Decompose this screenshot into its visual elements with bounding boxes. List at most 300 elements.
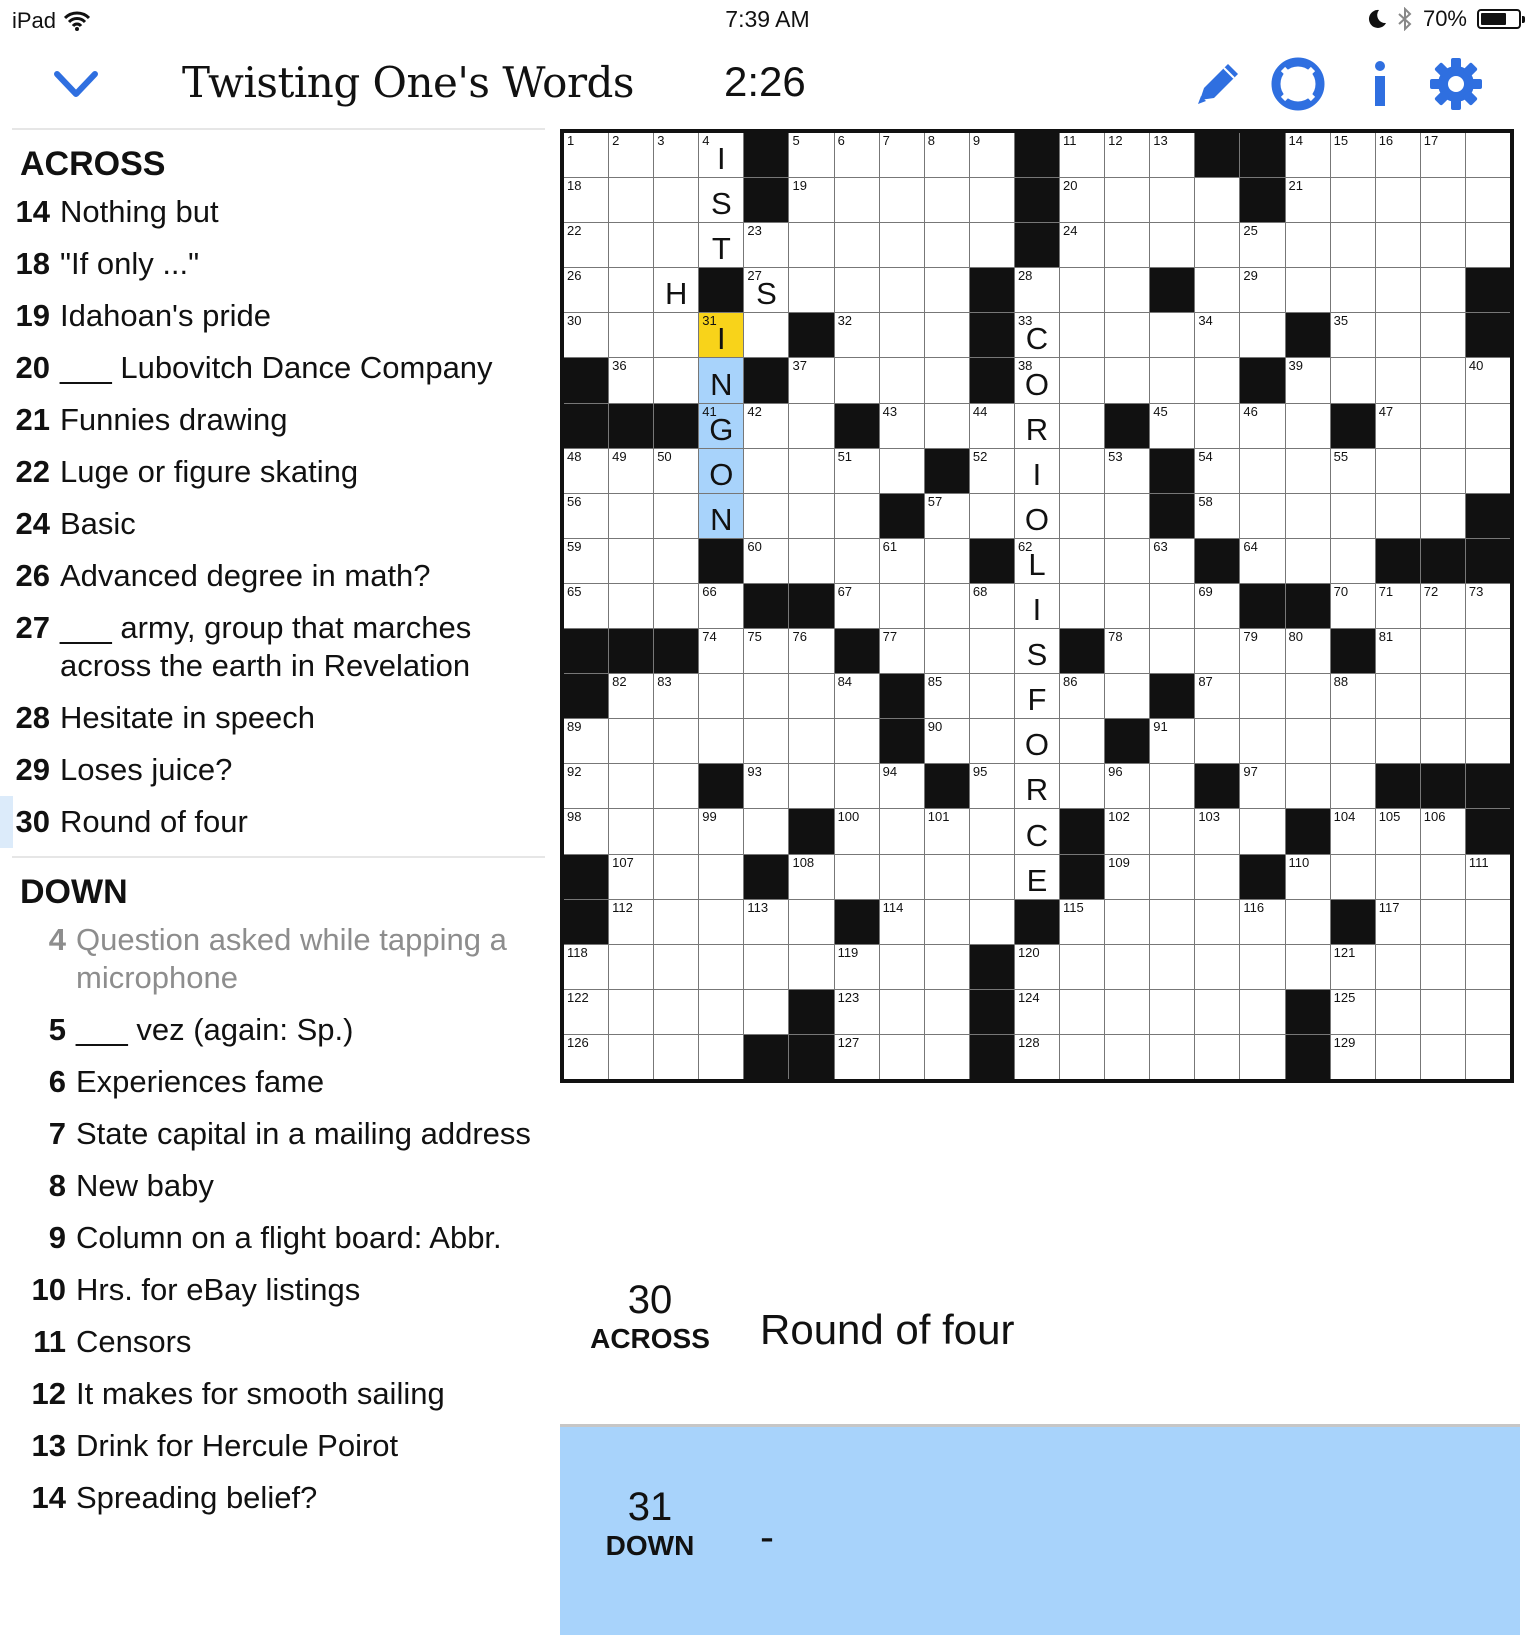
grid-cell[interactable] — [654, 268, 698, 312]
grid-cell[interactable] — [654, 719, 698, 763]
grid-cell[interactable] — [1376, 268, 1420, 312]
grid-cell[interactable] — [1060, 494, 1104, 538]
grid-cell[interactable] — [744, 900, 788, 944]
grid-cell[interactable] — [609, 358, 653, 402]
grid-cell[interactable] — [1286, 133, 1330, 177]
grid-cell[interactable] — [654, 449, 698, 493]
grid-cell[interactable] — [1105, 358, 1149, 402]
grid-cell[interactable] — [1015, 855, 1059, 899]
grid-cell[interactable] — [699, 133, 743, 177]
grid-cell[interactable] — [1466, 855, 1510, 899]
grid-cell[interactable] — [699, 358, 743, 402]
grid-cell[interactable] — [1105, 178, 1149, 222]
grid-cell[interactable] — [1286, 404, 1330, 448]
grid-cell[interactable] — [1060, 764, 1104, 808]
grid-cell[interactable] — [1376, 223, 1420, 267]
gear-icon[interactable] — [1428, 56, 1484, 112]
grid-cell[interactable] — [699, 449, 743, 493]
across-clue-item[interactable] — [0, 342, 545, 394]
grid-cell[interactable] — [1015, 268, 1059, 312]
grid-cell[interactable] — [1240, 900, 1284, 944]
grid-cell[interactable] — [835, 809, 879, 853]
grid-cell[interactable] — [835, 268, 879, 312]
grid-cell[interactable] — [1286, 855, 1330, 899]
grid-cell[interactable] — [1376, 1035, 1420, 1079]
grid-cell[interactable] — [789, 358, 833, 402]
grid-cell[interactable] — [654, 855, 698, 899]
grid-cell[interactable] — [1060, 223, 1104, 267]
grid-cell[interactable] — [925, 674, 969, 718]
grid-cell[interactable] — [609, 449, 653, 493]
down-clue-item[interactable] — [0, 1056, 545, 1108]
grid-cell[interactable] — [1240, 674, 1284, 718]
grid-cell[interactable] — [654, 1035, 698, 1079]
grid-cell[interactable] — [609, 855, 653, 899]
grid-cell[interactable] — [835, 855, 879, 899]
grid-cell[interactable] — [970, 404, 1014, 448]
grid-cell[interactable] — [744, 449, 788, 493]
grid-cell[interactable] — [835, 223, 879, 267]
grid-cell[interactable] — [564, 809, 608, 853]
grid-cell[interactable] — [1105, 990, 1149, 1034]
across-clue-item[interactable] — [0, 744, 545, 796]
grid-cell[interactable] — [1060, 313, 1104, 357]
grid-cell[interactable] — [1195, 223, 1239, 267]
grid-cell[interactable] — [744, 629, 788, 673]
grid-cell[interactable] — [1421, 223, 1465, 267]
grid-cell[interactable] — [835, 945, 879, 989]
grid-cell[interactable] — [1015, 809, 1059, 853]
grid-cell[interactable] — [1150, 313, 1194, 357]
grid-cell[interactable] — [1105, 313, 1149, 357]
grid-cell[interactable] — [1060, 1035, 1104, 1079]
grid-cell[interactable] — [925, 404, 969, 448]
grid-cell[interactable] — [609, 900, 653, 944]
grid-cell[interactable] — [970, 674, 1014, 718]
grid-cell[interactable] — [1150, 584, 1194, 628]
timer[interactable]: 2:26 — [724, 58, 806, 105]
grid-cell[interactable] — [699, 900, 743, 944]
grid-cell[interactable] — [789, 629, 833, 673]
grid-cell[interactable] — [1060, 404, 1104, 448]
grid-cell[interactable] — [789, 268, 833, 312]
grid-cell[interactable] — [880, 539, 924, 583]
grid-cell[interactable] — [1015, 404, 1059, 448]
grid-cell[interactable] — [1150, 855, 1194, 899]
grid-cell[interactable] — [744, 404, 788, 448]
grid-cell[interactable] — [880, 313, 924, 357]
grid-cell[interactable] — [1195, 809, 1239, 853]
grid-cell[interactable] — [609, 764, 653, 808]
down-clue-item[interactable] — [0, 1368, 545, 1420]
grid-cell[interactable] — [654, 584, 698, 628]
grid-cell[interactable] — [699, 584, 743, 628]
grid-cell[interactable] — [1466, 629, 1510, 673]
grid-cell[interactable] — [1286, 268, 1330, 312]
grid-cell[interactable] — [789, 855, 833, 899]
grid-cell[interactable] — [1195, 990, 1239, 1034]
down-clue-item[interactable] — [0, 1420, 545, 1472]
grid-cell[interactable] — [1105, 764, 1149, 808]
grid-cell[interactable] — [564, 223, 608, 267]
grid-cell[interactable] — [1240, 764, 1284, 808]
across-clue-item[interactable] — [0, 238, 545, 290]
grid-cell[interactable] — [1421, 990, 1465, 1034]
grid-cell[interactable] — [880, 990, 924, 1034]
grid-cell[interactable] — [1105, 1035, 1149, 1079]
grid-cell[interactable] — [1376, 809, 1420, 853]
grid-cell[interactable] — [789, 494, 833, 538]
grid-cell[interactable] — [564, 945, 608, 989]
grid-cell[interactable] — [654, 358, 698, 402]
grid-cell[interactable] — [564, 178, 608, 222]
grid-cell[interactable] — [609, 313, 653, 357]
grid-cell[interactable] — [1105, 539, 1149, 583]
grid-cell[interactable] — [609, 268, 653, 312]
grid-cell[interactable] — [1105, 268, 1149, 312]
grid-cell[interactable] — [1331, 809, 1375, 853]
grid-cell[interactable] — [564, 990, 608, 1034]
grid-cell[interactable] — [1150, 945, 1194, 989]
grid-cell[interactable] — [1466, 1035, 1510, 1079]
grid-cell[interactable] — [789, 404, 833, 448]
grid-cell[interactable] — [1376, 584, 1420, 628]
grid-cell[interactable] — [699, 494, 743, 538]
grid-cell[interactable] — [1150, 719, 1194, 763]
grid-cell[interactable] — [880, 223, 924, 267]
down-clue-item[interactable] — [0, 1108, 545, 1160]
grid-cell[interactable] — [789, 719, 833, 763]
grid-cell[interactable] — [1240, 990, 1284, 1034]
grid-cell[interactable] — [1421, 313, 1465, 357]
grid-cell[interactable] — [880, 855, 924, 899]
grid-cell[interactable] — [654, 809, 698, 853]
grid-cell[interactable] — [744, 764, 788, 808]
grid-cell[interactable] — [699, 809, 743, 853]
grid-cell[interactable] — [1195, 313, 1239, 357]
grid-cell[interactable] — [1240, 719, 1284, 763]
grid-cell[interactable] — [1195, 178, 1239, 222]
grid-cell[interactable] — [1331, 1035, 1375, 1079]
grid-cell[interactable] — [835, 178, 879, 222]
grid-cell[interactable] — [1015, 764, 1059, 808]
grid-cell[interactable] — [1195, 945, 1239, 989]
grid-cell[interactable] — [1286, 223, 1330, 267]
grid-cell[interactable] — [1466, 449, 1510, 493]
grid-cell[interactable] — [1376, 494, 1420, 538]
grid-cell[interactable] — [1060, 449, 1104, 493]
grid-cell[interactable] — [835, 494, 879, 538]
grid-cell[interactable] — [1421, 178, 1465, 222]
chevron-down-icon[interactable] — [52, 64, 100, 104]
grid-cell[interactable] — [1331, 945, 1375, 989]
grid-cell[interactable] — [744, 539, 788, 583]
grid-cell[interactable] — [1421, 494, 1465, 538]
grid-cell[interactable] — [564, 719, 608, 763]
grid-cell[interactable] — [1015, 629, 1059, 673]
grid-cell[interactable] — [609, 494, 653, 538]
down-clue-item[interactable] — [0, 1264, 545, 1316]
grid-cell[interactable] — [970, 900, 1014, 944]
grid-cell[interactable] — [1240, 449, 1284, 493]
grid-cell[interactable] — [789, 539, 833, 583]
grid-cell[interactable] — [925, 494, 969, 538]
across-clue-item[interactable] — [0, 498, 545, 550]
grid-cell[interactable] — [1286, 764, 1330, 808]
grid-cell[interactable] — [835, 584, 879, 628]
grid-cell[interactable] — [564, 539, 608, 583]
grid-cell[interactable] — [1286, 719, 1330, 763]
grid-cell[interactable] — [1466, 178, 1510, 222]
grid-cell[interactable] — [1240, 945, 1284, 989]
grid-cell[interactable] — [1150, 764, 1194, 808]
grid-cell[interactable] — [789, 900, 833, 944]
grid-cell[interactable] — [564, 449, 608, 493]
grid-cell[interactable] — [1195, 900, 1239, 944]
across-clue-item[interactable] — [0, 290, 545, 342]
grid-cell[interactable] — [880, 178, 924, 222]
grid-cell[interactable] — [1195, 855, 1239, 899]
grid-cell[interactable] — [1060, 358, 1104, 402]
grid-cell[interactable] — [1240, 809, 1284, 853]
grid-cell[interactable] — [1376, 990, 1420, 1034]
grid-cell[interactable] — [925, 990, 969, 1034]
grid-cell[interactable] — [880, 584, 924, 628]
grid-cell[interactable] — [1060, 990, 1104, 1034]
grid-cell[interactable] — [1015, 313, 1059, 357]
grid-cell[interactable] — [970, 584, 1014, 628]
grid-cell[interactable] — [1105, 900, 1149, 944]
grid-cell[interactable] — [835, 449, 879, 493]
grid-cell[interactable] — [1376, 674, 1420, 718]
grid-cell[interactable] — [744, 268, 788, 312]
grid-cell[interactable] — [970, 223, 1014, 267]
grid-cell[interactable] — [564, 584, 608, 628]
grid-cell[interactable] — [1421, 855, 1465, 899]
grid-cell[interactable] — [925, 809, 969, 853]
grid-cell[interactable] — [1466, 719, 1510, 763]
grid-cell[interactable] — [1150, 539, 1194, 583]
grid-cell[interactable] — [925, 178, 969, 222]
grid-cell[interactable] — [1286, 178, 1330, 222]
grid-cell[interactable] — [1015, 494, 1059, 538]
grid-cell[interactable] — [925, 223, 969, 267]
grid-cell[interactable] — [1421, 629, 1465, 673]
pencil-icon[interactable] — [1190, 56, 1246, 112]
grid-cell[interactable] — [789, 178, 833, 222]
across-clue-item[interactable] — [0, 446, 545, 498]
grid-cell[interactable] — [1060, 584, 1104, 628]
grid-cell[interactable] — [925, 539, 969, 583]
grid-cell[interactable] — [744, 719, 788, 763]
grid-cell[interactable] — [1105, 584, 1149, 628]
grid-cell[interactable] — [1331, 449, 1375, 493]
grid-cell[interactable] — [1421, 404, 1465, 448]
grid-cell[interactable] — [835, 990, 879, 1034]
grid-cell[interactable] — [1286, 674, 1330, 718]
grid-cell[interactable] — [970, 494, 1014, 538]
grid-cell[interactable] — [1466, 584, 1510, 628]
grid-cell[interactable] — [1286, 539, 1330, 583]
down-clue-item[interactable] — [0, 1472, 545, 1524]
grid-cell[interactable] — [925, 268, 969, 312]
grid-cell[interactable] — [699, 945, 743, 989]
grid-cell[interactable] — [1105, 855, 1149, 899]
grid-cell[interactable] — [1240, 539, 1284, 583]
grid-cell[interactable] — [654, 990, 698, 1034]
grid-cell[interactable] — [699, 313, 743, 357]
grid-cell[interactable] — [1331, 584, 1375, 628]
grid-cell[interactable] — [1240, 1035, 1284, 1079]
grid-cell[interactable] — [1105, 223, 1149, 267]
grid-cell[interactable] — [564, 1035, 608, 1079]
grid-cell[interactable] — [1060, 178, 1104, 222]
grid-cell[interactable] — [1015, 990, 1059, 1034]
grid-cell[interactable] — [1195, 674, 1239, 718]
grid-cell[interactable] — [1015, 584, 1059, 628]
grid-cell[interactable] — [835, 1035, 879, 1079]
down-clue-item[interactable] — [0, 914, 545, 1004]
grid-cell[interactable] — [564, 313, 608, 357]
grid-cell[interactable] — [1376, 629, 1420, 673]
grid-cell[interactable] — [699, 719, 743, 763]
grid-cell[interactable] — [1286, 945, 1330, 989]
grid-cell[interactable] — [1286, 900, 1330, 944]
across-clue-item[interactable] — [0, 394, 545, 446]
grid-cell[interactable] — [1150, 133, 1194, 177]
grid-cell[interactable] — [609, 584, 653, 628]
grid-cell[interactable] — [654, 313, 698, 357]
grid-cell[interactable] — [1150, 223, 1194, 267]
grid-cell[interactable] — [1331, 674, 1375, 718]
grid-cell[interactable] — [1060, 900, 1104, 944]
grid-cell[interactable] — [1286, 629, 1330, 673]
grid-cell[interactable] — [1150, 1035, 1194, 1079]
grid-cell[interactable] — [654, 900, 698, 944]
grid-cell[interactable] — [564, 133, 608, 177]
grid-cell[interactable] — [699, 674, 743, 718]
grid-cell[interactable] — [1195, 629, 1239, 673]
grid-cell[interactable] — [1376, 945, 1420, 989]
grid-cell[interactable] — [1150, 358, 1194, 402]
grid-cell[interactable] — [1466, 223, 1510, 267]
grid-cell[interactable] — [1150, 990, 1194, 1034]
grid-cell[interactable] — [925, 1035, 969, 1079]
grid-cell[interactable] — [1286, 358, 1330, 402]
grid-cell[interactable] — [1421, 358, 1465, 402]
grid-cell[interactable] — [1150, 809, 1194, 853]
grid-cell[interactable] — [1376, 719, 1420, 763]
current-clue-bar[interactable] — [560, 1220, 1520, 1420]
grid-cell[interactable] — [744, 674, 788, 718]
grid-cell[interactable] — [1376, 178, 1420, 222]
grid-cell[interactable] — [1421, 1035, 1465, 1079]
grid-cell[interactable] — [925, 358, 969, 402]
grid-cell[interactable] — [789, 223, 833, 267]
grid-cell[interactable] — [1060, 268, 1104, 312]
grid-cell[interactable] — [699, 1035, 743, 1079]
grid-cell[interactable] — [654, 178, 698, 222]
across-clue-item[interactable] — [0, 692, 545, 744]
grid-cell[interactable] — [1105, 629, 1149, 673]
grid-cell[interactable] — [1331, 313, 1375, 357]
grid-cell[interactable] — [1015, 449, 1059, 493]
down-clue-item[interactable] — [0, 1004, 545, 1056]
grid-cell[interactable] — [880, 268, 924, 312]
grid-cell[interactable] — [699, 223, 743, 267]
grid-cell[interactable] — [1376, 358, 1420, 402]
grid-cell[interactable] — [699, 990, 743, 1034]
grid-cell[interactable] — [1466, 900, 1510, 944]
grid-cell[interactable] — [835, 133, 879, 177]
grid-cell[interactable] — [880, 900, 924, 944]
grid-cell[interactable] — [1376, 133, 1420, 177]
grid-cell[interactable] — [1195, 449, 1239, 493]
grid-cell[interactable] — [1331, 358, 1375, 402]
grid-cell[interactable] — [835, 358, 879, 402]
grid-cell[interactable] — [925, 945, 969, 989]
grid-cell[interactable] — [1195, 584, 1239, 628]
grid-cell[interactable] — [880, 629, 924, 673]
grid-cell[interactable] — [744, 494, 788, 538]
grid-cell[interactable] — [1331, 764, 1375, 808]
grid-cell[interactable] — [699, 404, 743, 448]
grid-cell[interactable] — [1195, 719, 1239, 763]
grid-cell[interactable] — [1421, 449, 1465, 493]
grid-cell[interactable] — [654, 764, 698, 808]
grid-cell[interactable] — [1150, 900, 1194, 944]
grid-cell[interactable] — [1331, 268, 1375, 312]
grid-cell[interactable] — [1240, 494, 1284, 538]
grid-cell[interactable] — [1331, 494, 1375, 538]
grid-cell[interactable] — [1466, 990, 1510, 1034]
grid-cell[interactable] — [1240, 629, 1284, 673]
grid-cell[interactable] — [1015, 719, 1059, 763]
grid-cell[interactable] — [609, 674, 653, 718]
across-clue-item[interactable] — [0, 186, 545, 238]
grid-cell[interactable] — [925, 855, 969, 899]
grid-cell[interactable] — [835, 674, 879, 718]
grid-cell[interactable] — [1331, 990, 1375, 1034]
grid-cell[interactable] — [1421, 809, 1465, 853]
grid-cell[interactable] — [654, 133, 698, 177]
info-icon[interactable] — [1352, 56, 1408, 112]
grid-cell[interactable] — [609, 223, 653, 267]
clue-list[interactable] — [0, 128, 545, 1635]
grid-cell[interactable] — [1195, 404, 1239, 448]
grid-cell[interactable] — [564, 764, 608, 808]
grid-cell[interactable] — [1060, 133, 1104, 177]
grid-cell[interactable] — [609, 539, 653, 583]
grid-cell[interactable] — [1060, 945, 1104, 989]
grid-cell[interactable] — [925, 900, 969, 944]
grid-cell[interactable] — [564, 494, 608, 538]
grid-cell[interactable] — [789, 674, 833, 718]
grid-cell[interactable] — [1195, 268, 1239, 312]
grid-cell[interactable] — [835, 764, 879, 808]
grid-cell[interactable] — [1376, 449, 1420, 493]
grid-cell[interactable] — [880, 945, 924, 989]
grid-cell[interactable] — [1421, 719, 1465, 763]
grid-cell[interactable] — [970, 178, 1014, 222]
help-lifebuoy-icon[interactable] — [1270, 56, 1326, 112]
grid-cell[interactable] — [1421, 268, 1465, 312]
grid-cell[interactable] — [1060, 674, 1104, 718]
grid-cell[interactable] — [835, 719, 879, 763]
crossing-clue-bar[interactable] — [560, 1427, 1520, 1635]
grid-cell[interactable] — [925, 133, 969, 177]
grid-cell[interactable] — [1286, 449, 1330, 493]
